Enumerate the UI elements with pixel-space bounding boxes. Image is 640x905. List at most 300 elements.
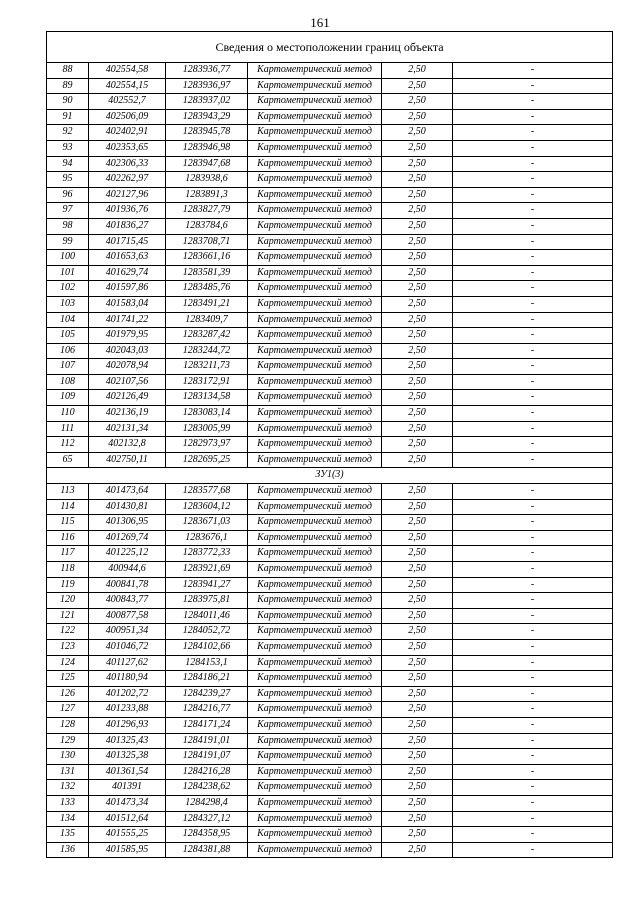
method-cell: Картометрический метод	[248, 265, 382, 281]
table-row	[47, 421, 613, 437]
x-coordinate-cell: 401597,86	[89, 281, 166, 297]
y-coordinate-cell: 1283134,58	[166, 390, 248, 406]
y-coordinate-cell: 1283491,21	[166, 296, 248, 312]
x-coordinate-cell: 402306,33	[89, 156, 166, 172]
point-number-cell: 130	[47, 749, 89, 765]
method-cell: Картометрический метод	[248, 187, 382, 203]
method-cell: Картометрический метод	[248, 655, 382, 671]
table-title-row	[47, 32, 613, 63]
accuracy-cell: 2,50	[382, 359, 453, 375]
accuracy-cell: 2,50	[382, 484, 453, 500]
x-coordinate-cell: 401202,72	[89, 686, 166, 702]
x-coordinate-cell: 400944,6	[89, 562, 166, 578]
table-row	[47, 733, 613, 749]
x-coordinate-cell: 401233,88	[89, 702, 166, 718]
x-coordinate-cell: 401979,95	[89, 328, 166, 344]
point-number-cell: 105	[47, 328, 89, 344]
point-number-cell: 92	[47, 125, 89, 141]
method-cell: Картометрический метод	[248, 172, 382, 188]
description-cell: -	[453, 655, 613, 671]
y-coordinate-cell: 1283676,1	[166, 530, 248, 546]
point-number-cell: 136	[47, 842, 89, 858]
table-row	[47, 827, 613, 843]
description-cell: -	[453, 530, 613, 546]
y-coordinate-cell: 1283244,72	[166, 343, 248, 359]
description-cell: -	[453, 234, 613, 250]
x-coordinate-cell: 401585,95	[89, 842, 166, 858]
y-coordinate-cell: 1283581,39	[166, 265, 248, 281]
table-row	[47, 749, 613, 765]
accuracy-cell: 2,50	[382, 140, 453, 156]
description-cell: -	[453, 296, 613, 312]
table-row	[47, 172, 613, 188]
accuracy-cell: 2,50	[382, 499, 453, 515]
method-cell: Картометрический метод	[248, 281, 382, 297]
y-coordinate-cell: 1283943,29	[166, 109, 248, 125]
table-row	[47, 281, 613, 297]
y-coordinate-cell: 1283784,6	[166, 218, 248, 234]
y-coordinate-cell: 1284298,4	[166, 795, 248, 811]
accuracy-cell: 2,50	[382, 624, 453, 640]
method-cell: Картометрический метод	[248, 234, 382, 250]
y-coordinate-cell: 1283005,99	[166, 421, 248, 437]
y-coordinate-cell: 1283938,6	[166, 172, 248, 188]
point-number-cell: 102	[47, 281, 89, 297]
table-title: Сведения о местоположении границ объекта	[47, 32, 613, 63]
accuracy-cell: 2,50	[382, 172, 453, 188]
table-row	[47, 437, 613, 453]
description-cell: -	[453, 608, 613, 624]
table-row	[47, 686, 613, 702]
method-cell: Картометрический метод	[248, 827, 382, 843]
accuracy-cell: 2,50	[382, 702, 453, 718]
y-coordinate-cell: 1283945,78	[166, 125, 248, 141]
accuracy-cell: 2,50	[382, 842, 453, 858]
y-coordinate-cell: 1284358,95	[166, 827, 248, 843]
table-row	[47, 140, 613, 156]
x-coordinate-cell: 402353,65	[89, 140, 166, 156]
table-row	[47, 811, 613, 827]
y-coordinate-cell: 1283772,33	[166, 546, 248, 562]
accuracy-cell: 2,50	[382, 156, 453, 172]
x-coordinate-cell: 402552,7	[89, 94, 166, 110]
point-number-cell: 126	[47, 686, 89, 702]
x-coordinate-cell: 401046,72	[89, 639, 166, 655]
point-number-cell: 97	[47, 203, 89, 219]
method-cell: Картометрический метод	[248, 484, 382, 500]
accuracy-cell: 2,50	[382, 671, 453, 687]
x-coordinate-cell: 402262,97	[89, 172, 166, 188]
table-row	[47, 125, 613, 141]
accuracy-cell: 2,50	[382, 94, 453, 110]
description-cell: -	[453, 312, 613, 328]
x-coordinate-cell: 401512,64	[89, 811, 166, 827]
method-cell: Картометрический метод	[248, 593, 382, 609]
point-number-cell: 134	[47, 811, 89, 827]
section-row	[47, 468, 613, 484]
point-number-cell: 118	[47, 562, 89, 578]
description-cell: -	[453, 780, 613, 796]
y-coordinate-cell: 1283947,68	[166, 156, 248, 172]
accuracy-cell: 2,50	[382, 655, 453, 671]
method-cell: Картометрический метод	[248, 250, 382, 266]
description-cell: -	[453, 686, 613, 702]
accuracy-cell: 2,50	[382, 764, 453, 780]
method-cell: Картометрический метод	[248, 452, 382, 468]
accuracy-cell: 2,50	[382, 452, 453, 468]
x-coordinate-cell: 402126,49	[89, 390, 166, 406]
x-coordinate-cell: 402750,11	[89, 452, 166, 468]
method-cell: Картометрический метод	[248, 546, 382, 562]
section-label: ЗУ1(3)	[47, 468, 613, 484]
table-row	[47, 156, 613, 172]
x-coordinate-cell: 402043,03	[89, 343, 166, 359]
table-row	[47, 530, 613, 546]
y-coordinate-cell: 1284191,01	[166, 733, 248, 749]
method-cell: Картометрический метод	[248, 842, 382, 858]
table-row	[47, 203, 613, 219]
x-coordinate-cell: 402506,09	[89, 109, 166, 125]
description-cell: -	[453, 717, 613, 733]
y-coordinate-cell: 1282695,25	[166, 452, 248, 468]
point-number-cell: 117	[47, 546, 89, 562]
method-cell: Картометрический метод	[248, 530, 382, 546]
y-coordinate-cell: 1283827,79	[166, 203, 248, 219]
description-cell: -	[453, 593, 613, 609]
x-coordinate-cell: 401473,34	[89, 795, 166, 811]
x-coordinate-cell: 401555,25	[89, 827, 166, 843]
table-row	[47, 593, 613, 609]
description-cell: -	[453, 639, 613, 655]
method-cell: Картометрический метод	[248, 359, 382, 375]
accuracy-cell: 2,50	[382, 608, 453, 624]
x-coordinate-cell: 401180,94	[89, 671, 166, 687]
description-cell: -	[453, 827, 613, 843]
method-cell: Картометрический метод	[248, 811, 382, 827]
x-coordinate-cell: 401715,45	[89, 234, 166, 250]
table-row	[47, 109, 613, 125]
description-cell: -	[453, 374, 613, 390]
accuracy-cell: 2,50	[382, 827, 453, 843]
method-cell: Картометрический метод	[248, 140, 382, 156]
accuracy-cell: 2,50	[382, 109, 453, 125]
point-number-cell: 131	[47, 764, 89, 780]
method-cell: Картометрический метод	[248, 577, 382, 593]
table-row	[47, 234, 613, 250]
point-number-cell: 88	[47, 63, 89, 79]
point-number-cell: 99	[47, 234, 89, 250]
table-row	[47, 702, 613, 718]
x-coordinate-cell: 401583,04	[89, 296, 166, 312]
accuracy-cell: 2,50	[382, 686, 453, 702]
table-row	[47, 624, 613, 640]
accuracy-cell: 2,50	[382, 234, 453, 250]
table-row	[47, 250, 613, 266]
point-number-cell: 120	[47, 593, 89, 609]
point-number-cell: 124	[47, 655, 89, 671]
description-cell: -	[453, 78, 613, 94]
accuracy-cell: 2,50	[382, 390, 453, 406]
description-cell: -	[453, 94, 613, 110]
accuracy-cell: 2,50	[382, 296, 453, 312]
x-coordinate-cell: 400951,34	[89, 624, 166, 640]
y-coordinate-cell: 1284381,88	[166, 842, 248, 858]
point-number-cell: 127	[47, 702, 89, 718]
point-number-cell: 113	[47, 484, 89, 500]
accuracy-cell: 2,50	[382, 78, 453, 94]
point-number-cell: 129	[47, 733, 89, 749]
y-coordinate-cell: 1283975,81	[166, 593, 248, 609]
accuracy-cell: 2,50	[382, 63, 453, 79]
y-coordinate-cell: 1283577,68	[166, 484, 248, 500]
table-row	[47, 63, 613, 79]
table-row	[47, 655, 613, 671]
y-coordinate-cell: 1284011,46	[166, 608, 248, 624]
table-row	[47, 187, 613, 203]
description-cell: -	[453, 437, 613, 453]
table-row	[47, 842, 613, 858]
method-cell: Картометрический метод	[248, 795, 382, 811]
description-cell: -	[453, 390, 613, 406]
accuracy-cell: 2,50	[382, 218, 453, 234]
point-number-cell: 116	[47, 530, 89, 546]
description-cell: -	[453, 764, 613, 780]
accuracy-cell: 2,50	[382, 343, 453, 359]
description-cell: -	[453, 562, 613, 578]
description-cell: -	[453, 203, 613, 219]
accuracy-cell: 2,50	[382, 203, 453, 219]
table-row	[47, 671, 613, 687]
method-cell: Картометрический метод	[248, 562, 382, 578]
method-cell: Картометрический метод	[248, 406, 382, 422]
table-row	[47, 515, 613, 531]
x-coordinate-cell: 402554,58	[89, 63, 166, 79]
accuracy-cell: 2,50	[382, 749, 453, 765]
accuracy-cell: 2,50	[382, 281, 453, 297]
point-number-cell: 125	[47, 671, 89, 687]
y-coordinate-cell: 1284216,28	[166, 764, 248, 780]
table-row	[47, 328, 613, 344]
x-coordinate-cell: 401325,38	[89, 749, 166, 765]
description-cell: -	[453, 515, 613, 531]
description-cell: -	[453, 281, 613, 297]
method-cell: Картометрический метод	[248, 421, 382, 437]
y-coordinate-cell: 1284102,66	[166, 639, 248, 655]
accuracy-cell: 2,50	[382, 328, 453, 344]
method-cell: Картометрический метод	[248, 312, 382, 328]
description-cell: -	[453, 842, 613, 858]
point-number-cell: 90	[47, 94, 89, 110]
method-cell: Картометрический метод	[248, 94, 382, 110]
y-coordinate-cell: 1283287,42	[166, 328, 248, 344]
x-coordinate-cell: 401391	[89, 780, 166, 796]
table-row	[47, 764, 613, 780]
method-cell: Картометрический метод	[248, 624, 382, 640]
point-number-cell: 108	[47, 374, 89, 390]
y-coordinate-cell: 1283409,7	[166, 312, 248, 328]
accuracy-cell: 2,50	[382, 265, 453, 281]
y-coordinate-cell: 1283921,69	[166, 562, 248, 578]
x-coordinate-cell: 401361,54	[89, 764, 166, 780]
x-coordinate-cell: 402107,56	[89, 374, 166, 390]
method-cell: Картометрический метод	[248, 515, 382, 531]
description-cell: -	[453, 125, 613, 141]
accuracy-cell: 2,50	[382, 312, 453, 328]
method-cell: Картометрический метод	[248, 296, 382, 312]
point-number-cell: 107	[47, 359, 89, 375]
y-coordinate-cell: 1284186,21	[166, 671, 248, 687]
y-coordinate-cell: 1284191,07	[166, 749, 248, 765]
table-row	[47, 374, 613, 390]
table-row	[47, 608, 613, 624]
method-cell: Картометрический метод	[248, 717, 382, 733]
method-cell: Картометрический метод	[248, 63, 382, 79]
table-row	[47, 265, 613, 281]
description-cell: -	[453, 63, 613, 79]
point-number-cell: 114	[47, 499, 89, 515]
y-coordinate-cell: 1283671,03	[166, 515, 248, 531]
description-cell: -	[453, 811, 613, 827]
x-coordinate-cell: 402131,34	[89, 421, 166, 437]
x-coordinate-cell: 401269,74	[89, 530, 166, 546]
x-coordinate-cell: 402132,8	[89, 437, 166, 453]
point-number-cell: 111	[47, 421, 89, 437]
point-number-cell: 91	[47, 109, 89, 125]
table-row	[47, 359, 613, 375]
method-cell: Картометрический метод	[248, 343, 382, 359]
method-cell: Картометрический метод	[248, 328, 382, 344]
table-row	[47, 312, 613, 328]
method-cell: Картометрический метод	[248, 437, 382, 453]
y-coordinate-cell: 1283941,27	[166, 577, 248, 593]
point-number-cell: 121	[47, 608, 89, 624]
method-cell: Картометрический метод	[248, 780, 382, 796]
point-number-cell: 101	[47, 265, 89, 281]
x-coordinate-cell: 401225,12	[89, 546, 166, 562]
y-coordinate-cell: 1283211,73	[166, 359, 248, 375]
y-coordinate-cell: 1283708,71	[166, 234, 248, 250]
point-number-cell: 119	[47, 577, 89, 593]
description-cell: -	[453, 218, 613, 234]
point-number-cell: 98	[47, 218, 89, 234]
description-cell: -	[453, 546, 613, 562]
point-number-cell: 135	[47, 827, 89, 843]
method-cell: Картометрический метод	[248, 390, 382, 406]
table-row	[47, 546, 613, 562]
description-cell: -	[453, 172, 613, 188]
x-coordinate-cell: 401741,22	[89, 312, 166, 328]
table-row	[47, 296, 613, 312]
description-cell: -	[453, 421, 613, 437]
x-coordinate-cell: 402402,91	[89, 125, 166, 141]
x-coordinate-cell: 400877,58	[89, 608, 166, 624]
accuracy-cell: 2,50	[382, 733, 453, 749]
accuracy-cell: 2,50	[382, 811, 453, 827]
description-cell: -	[453, 343, 613, 359]
y-coordinate-cell: 1283946,98	[166, 140, 248, 156]
accuracy-cell: 2,50	[382, 717, 453, 733]
description-cell: -	[453, 577, 613, 593]
point-number-cell: 65	[47, 452, 89, 468]
description-cell: -	[453, 749, 613, 765]
accuracy-cell: 2,50	[382, 562, 453, 578]
table-row	[47, 499, 613, 515]
description-cell: -	[453, 624, 613, 640]
method-cell: Картометрический метод	[248, 218, 382, 234]
y-coordinate-cell: 1283172,91	[166, 374, 248, 390]
method-cell: Картометрический метод	[248, 702, 382, 718]
page-number: 161	[310, 15, 330, 30]
y-coordinate-cell: 1283936,97	[166, 78, 248, 94]
method-cell: Картометрический метод	[248, 686, 382, 702]
accuracy-cell: 2,50	[382, 406, 453, 422]
point-number-cell: 128	[47, 717, 89, 733]
accuracy-cell: 2,50	[382, 515, 453, 531]
y-coordinate-cell: 1283083,14	[166, 406, 248, 422]
accuracy-cell: 2,50	[382, 546, 453, 562]
description-cell: -	[453, 499, 613, 515]
y-coordinate-cell: 1284171,24	[166, 717, 248, 733]
table-row	[47, 390, 613, 406]
point-number-cell: 103	[47, 296, 89, 312]
x-coordinate-cell: 401936,76	[89, 203, 166, 219]
x-coordinate-cell: 402554,15	[89, 78, 166, 94]
y-coordinate-cell: 1283661,16	[166, 250, 248, 266]
x-coordinate-cell: 402127,96	[89, 187, 166, 203]
point-number-cell: 109	[47, 390, 89, 406]
description-cell: -	[453, 795, 613, 811]
description-cell: -	[453, 452, 613, 468]
point-number-cell: 106	[47, 343, 89, 359]
table-row	[47, 78, 613, 94]
y-coordinate-cell: 1284153,1	[166, 655, 248, 671]
point-number-cell: 93	[47, 140, 89, 156]
x-coordinate-cell: 401325,43	[89, 733, 166, 749]
accuracy-cell: 2,50	[382, 437, 453, 453]
table-row	[47, 780, 613, 796]
x-coordinate-cell: 401836,27	[89, 218, 166, 234]
accuracy-cell: 2,50	[382, 125, 453, 141]
accuracy-cell: 2,50	[382, 639, 453, 655]
point-number-cell: 110	[47, 406, 89, 422]
description-cell: -	[453, 109, 613, 125]
accuracy-cell: 2,50	[382, 421, 453, 437]
accuracy-cell: 2,50	[382, 187, 453, 203]
accuracy-cell: 2,50	[382, 577, 453, 593]
x-coordinate-cell: 401306,95	[89, 515, 166, 531]
description-cell: -	[453, 733, 613, 749]
y-coordinate-cell: 1284238,62	[166, 780, 248, 796]
method-cell: Картометрический метод	[248, 156, 382, 172]
method-cell: Картометрический метод	[248, 109, 382, 125]
table-row	[47, 562, 613, 578]
x-coordinate-cell: 401653,63	[89, 250, 166, 266]
method-cell: Картометрический метод	[248, 733, 382, 749]
point-number-cell: 123	[47, 639, 89, 655]
accuracy-cell: 2,50	[382, 530, 453, 546]
point-number-cell: 133	[47, 795, 89, 811]
y-coordinate-cell: 1283936,77	[166, 63, 248, 79]
description-cell: -	[453, 140, 613, 156]
table-row	[47, 795, 613, 811]
y-coordinate-cell: 1284216,77	[166, 702, 248, 718]
table-row	[47, 484, 613, 500]
point-number-cell: 89	[47, 78, 89, 94]
y-coordinate-cell: 1282973,97	[166, 437, 248, 453]
y-coordinate-cell: 1284327,12	[166, 811, 248, 827]
table-row	[47, 717, 613, 733]
table-row	[47, 406, 613, 422]
